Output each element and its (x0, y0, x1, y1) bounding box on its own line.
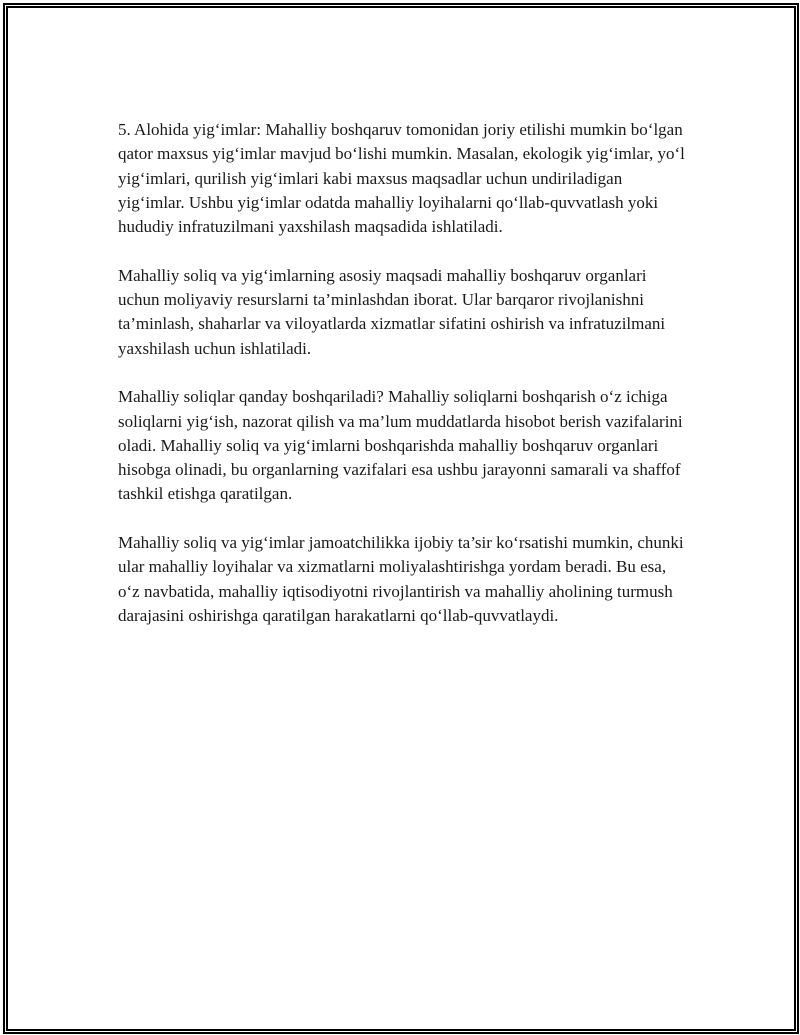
document-body (118, 118, 688, 653)
paragraph-asosiy-maqsad: Mahalliy soliq va yig‘imlarning asosiy maqsadi mahalliy boshqaruv organlari uchun moliyaviy resurslarni ta’minlashdan iborat. Ular barqaror rivojlanishni ta’minlash, shaharlar va viloyatlarda xizmatlar sifatini oshirish va infratuzilmani yaxshilash uchun ishlatiladi. (118, 265, 666, 358)
paragraph-boshqarish: Mahalliy soliqlar qanday boshqariladi? Mahalliy soliqlarni boshqarish o‘z ichiga soliqlarni yig‘ish, nazorat qilish va ma’lum muddatlarda hisobot berish vazifalarini oladi. Mahalliy soliq va yig‘imlarni boshqarishda mahalliy boshqaruv organlari hisobga olinadi, bu organlarning vazifalari esa ushbu jarayonni samarali va shaffof tashkil etishga qaratilgan. (118, 387, 683, 504)
paragraph-ijobiy-tasir: Mahalliy soliq va yig‘imlar jamoatchilikka ijobiy ta’sir ko‘rsatishi mumkin, chunki ular mahalliy loyihalar va xizmatlarni moliyalashtirishga yordam beradi. Bu esa, o‘z navbatida, mahalliy iqtisodiyotni rivojlantirish va mahalliy aholining turmush darajasini oshirishga qaratilgan harakatlarni qo‘llab-quvvatlaydi. (118, 533, 684, 625)
paragraph-alohida-yigimlar: 5. Alohida yig‘imlar: Mahalliy boshqaruv tomonidan joriy etilishi mumkin bo‘lgan qator maxsus yig‘imlar mavjud bo‘lishi mumkin. Masalan, ekologik yig‘imlar, yo‘l yig‘imlari, qurilish yig‘imlari kabi maxsus maqsadlar uchun undiriladigan yig‘imlar. Ushbu yig‘imlar odatda mahalliy loyihalarni qo‘llab-quvvatlash yoki hududiy infratuzilmani yaxshilash maqsadida ishlatiladi. (118, 120, 685, 237)
